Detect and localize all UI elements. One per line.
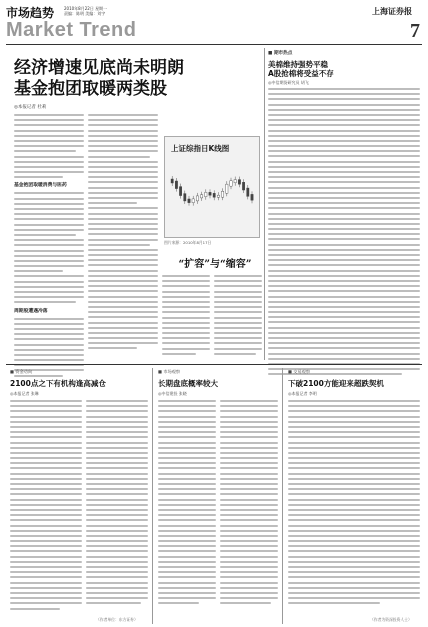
candle-body <box>213 193 215 197</box>
candle-body <box>175 181 177 189</box>
date-line <box>64 6 154 16</box>
column-divider <box>264 48 265 360</box>
bottom-right-column <box>288 400 420 608</box>
bottom-right-byline: ◎本报记者 李明 <box>288 391 317 396</box>
sidebar-title-line-1: 美棉维持强势平稳 <box>268 60 328 69</box>
editor-text: 责编：陈明 美编：刘宇 <box>64 11 106 16</box>
sidebar-label: ■ 期市热点 <box>268 51 293 56</box>
bottom-left-column-2 <box>86 400 148 608</box>
kline-chart-svg <box>167 159 257 235</box>
candle-body <box>221 191 223 197</box>
sidebar-body <box>268 88 420 379</box>
headline-line-2: 基金抱团取暖两类股 <box>14 79 167 99</box>
page-number: 7 <box>410 20 420 42</box>
candle-body <box>242 182 244 190</box>
masthead-rule <box>6 44 422 45</box>
bottom-divider-2 <box>282 368 283 624</box>
bottom-divider-1 <box>152 368 153 624</box>
candle-body <box>230 181 232 186</box>
candle-body <box>179 187 181 196</box>
bottom-mid-title: 长期盘底概率较大 <box>158 379 218 388</box>
date-text: 2010年8月22日 星期一 <box>64 6 108 11</box>
candle-body <box>234 180 236 183</box>
kline-candles <box>171 176 253 206</box>
sidebar-title-line-2: A股抢棉将受益不存 <box>268 69 334 78</box>
bottom-left-byline: ◎本报记者 张琳 <box>10 391 39 396</box>
bottom-right-title: 下破2100方能迎来超跌契机 <box>288 379 384 388</box>
bottom-left-label: ■ 资金动向 <box>10 369 33 374</box>
section-rule <box>6 364 422 365</box>
bottom-left-footer-note: （作者单位：东方证券） <box>96 617 138 622</box>
bottom-mid-column-1 <box>158 400 216 608</box>
chart-caption: 图片来源：2010年8月17日 <box>164 240 212 245</box>
section-title-cn: 市场趋势 <box>6 6 55 20</box>
pull-quote: “扩容”与“缩容” <box>178 259 252 270</box>
chart-title: 上证综指日K线图 <box>171 144 230 153</box>
sidebar-title <box>268 60 418 78</box>
candle-body <box>217 195 219 197</box>
kline-chart <box>164 136 260 238</box>
lead-column-2 <box>88 114 158 353</box>
bottom-right-label: ■ 交易观察 <box>288 369 311 374</box>
candle-body <box>188 199 190 203</box>
candle-body <box>209 192 211 195</box>
candle-body <box>184 194 186 201</box>
bottom-mid-byline: ◎中信建投 张晓 <box>158 391 187 396</box>
mid-column-2 <box>214 275 262 358</box>
bottom-mid-label: ■ 市场观察 <box>158 369 181 374</box>
candle-body <box>205 192 207 196</box>
mid-column-1 <box>162 275 210 358</box>
candle-body <box>247 188 249 196</box>
masthead <box>6 4 422 44</box>
lead-subhead-2: 周期股遭遇冷落 <box>14 308 48 314</box>
paper-logo: 上海证券报 <box>372 6 412 16</box>
candle-body <box>226 184 228 193</box>
sidebar-byline: ◎中信期货研究员 胡飞 <box>268 80 309 85</box>
lead-byline: ◎本报记者 杜莉 <box>14 105 47 110</box>
candle-body <box>196 196 198 201</box>
candle-body <box>238 180 240 185</box>
lead-subhead-1: 基金抱团取暖消费与医药 <box>14 183 67 189</box>
lead-column-1 <box>14 114 84 380</box>
bottom-mid-column-2 <box>220 400 278 608</box>
bottom-left-column-1 <box>10 400 82 613</box>
candle-body <box>251 194 253 200</box>
headline-line-1: 经济增速见底尚未明朗 <box>14 58 184 78</box>
section-title-en: Market Trend <box>6 19 137 41</box>
candle-body <box>171 179 173 183</box>
candle-body <box>192 199 194 203</box>
bottom-right-footer-note: （作者为资深投资人士） <box>370 617 412 622</box>
bottom-left-title: 2100点之下有机构逢高减仓 <box>10 379 106 388</box>
lead-headline <box>14 58 254 100</box>
candle-body <box>200 195 202 198</box>
